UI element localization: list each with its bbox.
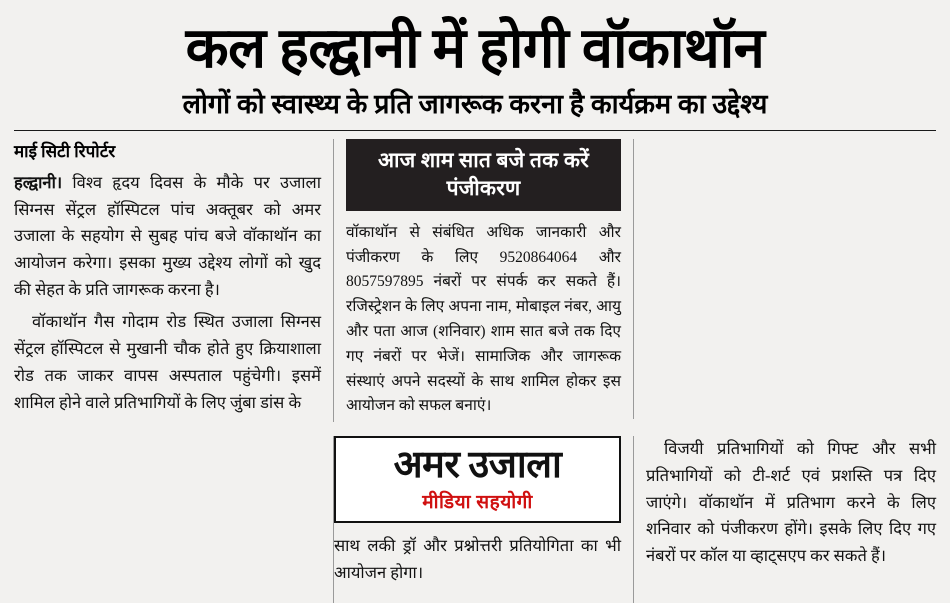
byline: माई सिटी रिपोर्टर [14,141,116,161]
infobox-text: वॉकाथॉन से संबंधित अधिक जानकारी और पंजीकरण के लिए 9520864064 और 8057597895 नंबरों पर संपर्क कर सकते हैं। रजिस्ट्रेशन के लिए अपना नाम, मोबाइल नंबर, आयु और पता आज (शनिवार) शाम सात बजे तक दिए गए नंबरों पर भेजें। सामाजिक और जागरूक संस्थाएं अपने सदस्यों के साथ शामिल होकर इस आयोजन को सफल बनाएं। [346,223,621,415]
column-right-spacer [646,139,936,145]
infobox-banner: आज शाम सात बजे तक करें पंजीकरण [346,139,621,211]
paragraph-lead-text: विश्व हृदय दिवस के मौके पर उजाला सिग्नस सेंट्रल हॉस्पिटल पांच अक्तूबर को अमर उजाला के सहयोग से सुबह पांच बजे वॉकाथॉन का आयोजन करेगा। इसका मुख्य उद्देश्य लोगों को खुद की सेहत के प्रति जागरूक करना है। [14,172,321,299]
media-partner-cell [334,436,634,603]
header-divider [14,130,936,131]
dateline: हल्द्वानी। [14,172,63,192]
page-subheadline: लोगों को स्वास्थ्य के प्रति जागरूक करना है कार्यक्रम का उद्देश्य [182,88,768,119]
paragraph-lead [14,170,321,304]
logo-main-text: अमर उजाला [393,444,562,487]
paragraph-prizes: विजयी प्रतिभागियों को गिफ्ट और सभी प्रतिभागियों को टी-शर्ट एवं प्रशस्ति पत्र दिए जाएंगे। वॉकाथॉन में प्रतिभाग करने के लिए शनिवार को पंजीकरण होंगे। इसके लिए दिए गए नंबरों पर कॉल या व्हाट्सएप कर सकते हैं। [646,439,936,566]
lower-left-spacer [14,436,334,603]
column-middle [334,139,634,419]
column-left [14,139,334,422]
paragraph-lucky-draw: साथ लकी ड्रॉ और प्रश्नोत्तरी प्रतियोगिता का भी आयोजन होगा। [334,536,621,583]
logo-sub-text: मीडिया सहयोगी [422,492,533,514]
page-headline: कल हल्द्वानी में होगी वॉकाथॉन [185,18,765,80]
amar-ujala-logo [334,436,621,523]
article-columns [14,139,936,422]
column-right [634,139,936,145]
lower-section [14,436,936,603]
paragraph-route: वॉकाथॉन गैस गोदाम रोड स्थित उजाला सिग्नस सेंट्रल हॉस्पिटल से मुखानी चौक होते हुए क्रियाशाला रोड तक जाकर वापस अस्पताल पहुंचेगी। इसमें शामिल होने वाले प्रतिभागियों के लिए जुंबा डांस के [14,312,321,412]
column-right-text [634,436,936,603]
